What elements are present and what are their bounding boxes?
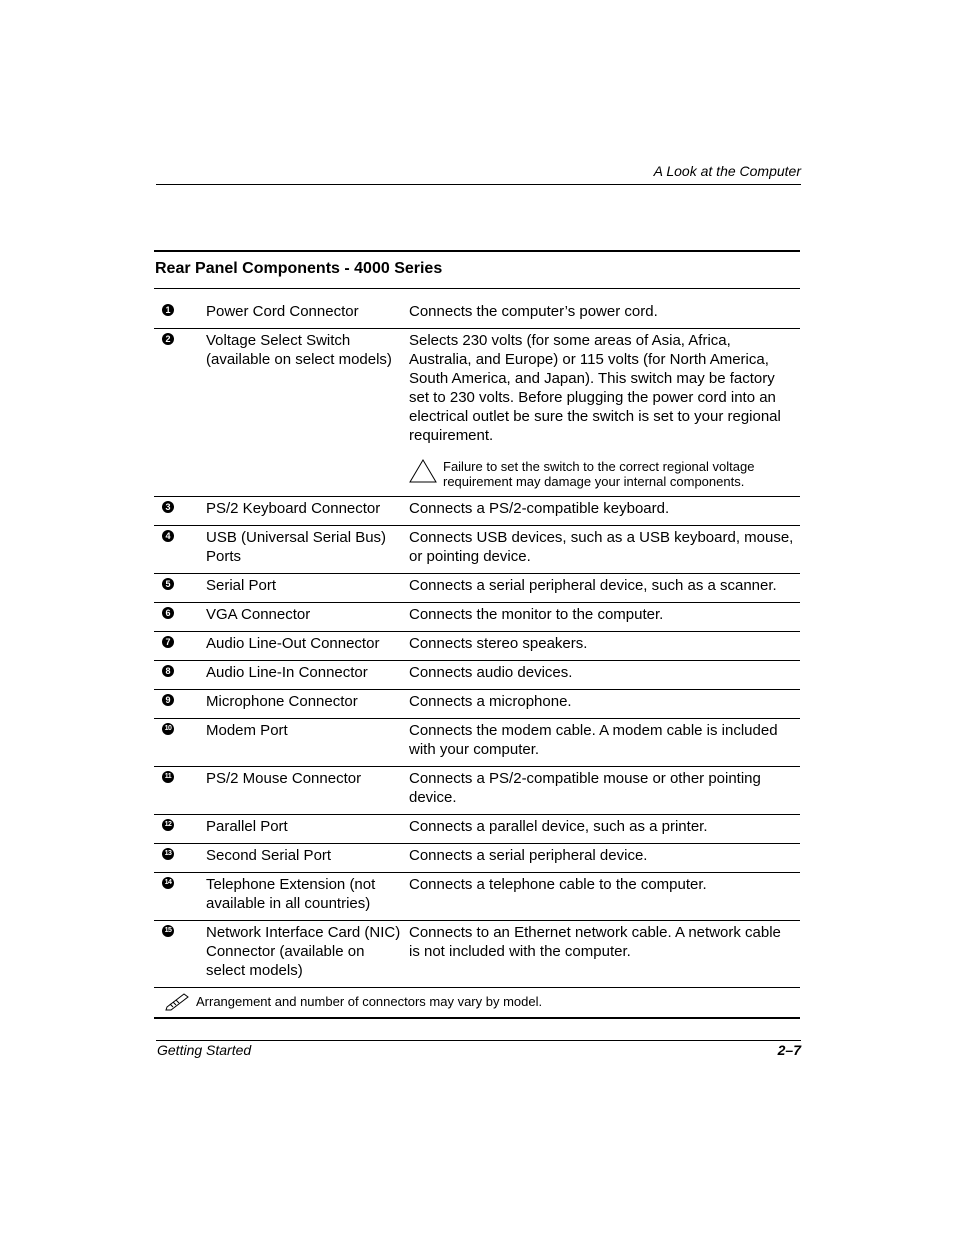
component-name: Second Serial Port <box>206 847 332 864</box>
table-row <box>154 289 800 329</box>
table-row <box>154 921 800 988</box>
component-description: Connects the monitor to the computer. <box>409 606 664 623</box>
callout-number: 1 <box>162 304 174 316</box>
table-row <box>154 719 800 767</box>
note-row <box>154 988 800 1019</box>
component-name: USB (Universal Serial Bus) Ports <box>206 529 387 565</box>
table-row <box>154 574 800 603</box>
component-description: Connects to an Ethernet network cable. A network cable is not included with the computer. <box>409 924 781 960</box>
row-number <box>154 663 206 682</box>
component-description: Connects audio devices. <box>409 664 573 681</box>
callout-number: 6 <box>162 607 174 619</box>
table-row <box>154 767 800 815</box>
table-title: Rear Panel Components - 4000 Series <box>154 252 800 289</box>
callout-number: 3 <box>162 501 174 513</box>
table-row <box>154 329 800 497</box>
callout-number: 10 <box>162 723 174 735</box>
row-number <box>154 923 206 980</box>
page-number: 2–7 <box>777 1042 801 1058</box>
row-number <box>154 721 206 759</box>
component-description: Connects a PS/2-compatible keyboard. <box>409 500 670 517</box>
callout-number: 8 <box>162 665 174 677</box>
row-number <box>154 817 206 836</box>
callout-number: 12 <box>162 819 174 831</box>
component-description: Connects a telephone cable to the computer. <box>409 876 707 893</box>
callout-number: 9 <box>162 694 174 706</box>
row-number <box>154 499 206 518</box>
component-description: Connects a microphone. <box>409 693 572 710</box>
components-table <box>154 250 800 1019</box>
component-description: Connects the computer’s power cord. <box>409 303 658 320</box>
table-row <box>154 603 800 632</box>
component-description: Connects a serial peripheral device. <box>409 847 648 864</box>
row-number <box>154 302 206 321</box>
component-description: Selects 230 volts (for some areas of Asia, Africa, Australia, and Europe) or 115 volts (for North America, South America, and Japan). This switch may be factory set to 230 volts. Before plugging the power cord into an electrical outlet be sure the switch is set to your regional requirement. <box>409 332 781 444</box>
caution-note <box>409 459 794 489</box>
component-name: Audio Line-In Connector <box>206 664 368 681</box>
note-text: Arrangement and number of connectors may vary by model. <box>196 993 543 1009</box>
component-name: PS/2 Keyboard Connector <box>206 500 381 517</box>
footer-rule <box>156 1040 801 1041</box>
component-name: PS/2 Mouse Connector <box>206 770 362 787</box>
component-name: VGA Connector <box>206 606 311 623</box>
row-number <box>154 528 206 566</box>
header-rule <box>156 184 801 185</box>
component-description: Connects the modem cable. A modem cable is included with your computer. <box>409 722 778 758</box>
footer-book-title: Getting Started <box>157 1042 252 1058</box>
callout-number: 7 <box>162 636 174 648</box>
row-number <box>154 769 206 807</box>
table-row <box>154 815 800 844</box>
table-row <box>154 844 800 873</box>
table-row <box>154 497 800 526</box>
row-number <box>154 846 206 865</box>
component-name: Parallel Port <box>206 818 288 835</box>
component-description: Connects a serial peripheral device, such as a scanner. <box>409 577 777 594</box>
callout-number: 2 <box>162 333 174 345</box>
row-number <box>154 576 206 595</box>
note-pencil-icon <box>164 991 196 1011</box>
row-number <box>154 875 206 913</box>
component-name: Power Cord Connector <box>206 303 359 320</box>
component-name: Serial Port <box>206 577 277 594</box>
callout-number: 4 <box>162 530 174 542</box>
component-name: Network Interface Card (NIC) Connector (available on select models) <box>206 924 401 979</box>
row-number <box>154 605 206 624</box>
row-number <box>154 331 206 489</box>
table-row <box>154 526 800 574</box>
component-description: Connects a parallel device, such as a printer. <box>409 818 708 835</box>
table-row <box>154 873 800 921</box>
callout-number: 5 <box>162 578 174 590</box>
component-name: Microphone Connector <box>206 693 358 710</box>
component-name: Voltage Select Switch (available on select models) <box>206 332 392 368</box>
caution-text: Failure to set the switch to the correct regional voltage requirement may damage your internal components. <box>443 459 755 489</box>
component-description-cell <box>409 331 800 489</box>
callout-number: 14 <box>162 877 174 889</box>
component-description: Connects USB devices, such as a USB keyboard, mouse, or pointing device. <box>409 529 794 565</box>
component-name: Telephone Extension (not available in all countries) <box>206 876 376 912</box>
row-number <box>154 692 206 711</box>
table-row <box>154 690 800 719</box>
callout-number: 13 <box>162 848 174 860</box>
callout-number: 11 <box>162 771 174 783</box>
component-name: Audio Line-Out Connector <box>206 635 380 652</box>
table-row <box>154 661 800 690</box>
table-row <box>154 632 800 661</box>
running-header: A Look at the Computer <box>653 163 801 179</box>
callout-number: 15 <box>162 925 174 937</box>
component-description: Connects stereo speakers. <box>409 635 588 652</box>
row-number <box>154 634 206 653</box>
component-name: Modem Port <box>206 722 288 739</box>
component-description: Connects a PS/2-compatible mouse or other pointing device. <box>409 770 761 806</box>
caution-triangle-icon <box>409 459 443 485</box>
